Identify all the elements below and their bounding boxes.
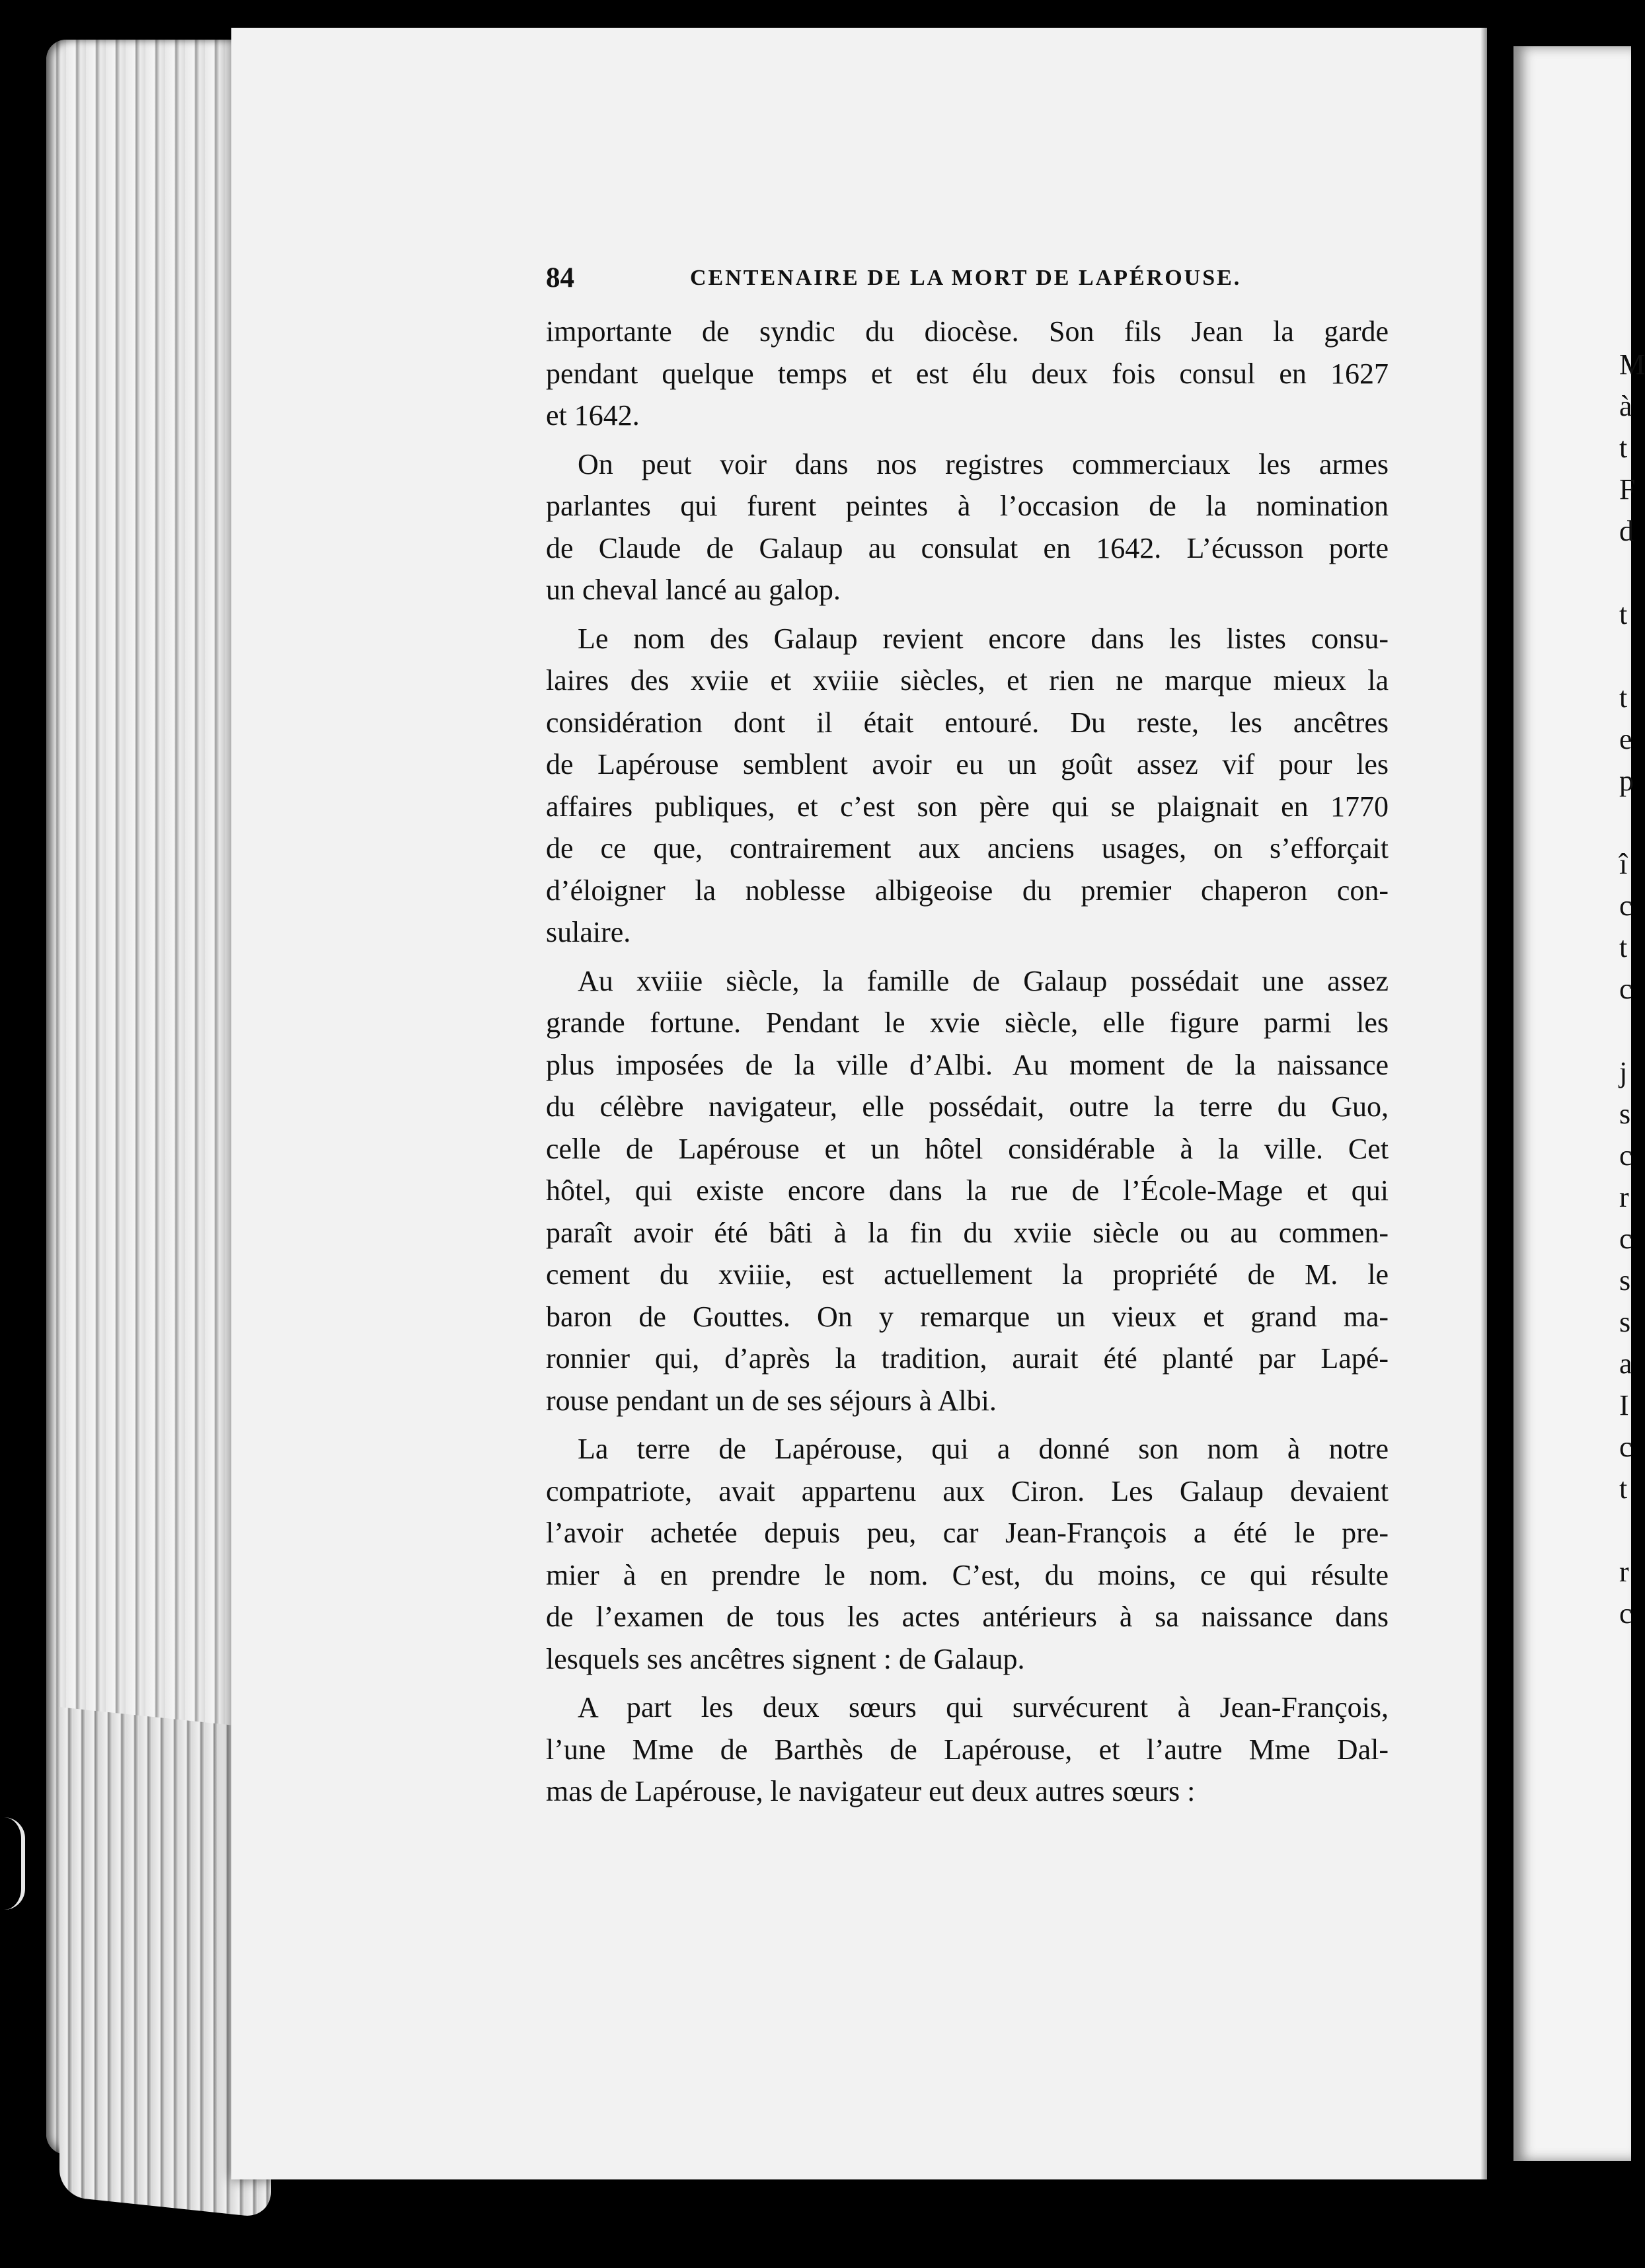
facing-page-letter: t (1619, 598, 1628, 630)
facing-page-letter: c (1619, 1597, 1632, 1630)
facing-page-letter: r (1619, 1181, 1629, 1213)
text-line: l’une Mme de Barthès de Lapérouse, et l’autre Mme Dal- (546, 1733, 1389, 1766)
facing-page-letter (1619, 635, 1639, 677)
text-line: parlantes qui furent peintes à l’occasion de la nomination (546, 490, 1389, 522)
page-header (546, 262, 1389, 301)
facing-page-letter: c (1619, 1223, 1632, 1255)
text-line: Au xviiie siècle, la famille de Galaup possédait une assez (578, 964, 1389, 997)
facing-page-letter: r (1619, 1556, 1629, 1588)
text-line: baron de Gouttes. On y remarque un vieux et grand ma- (546, 1300, 1389, 1333)
facing-page-letter: c (1619, 889, 1632, 922)
text-line: du célèbre navigateur, elle possédait, outre la terre du Guo, (546, 1090, 1389, 1123)
text-line: ronnier qui, d’après la tradition, aurait été planté par Lapé- (546, 1342, 1389, 1375)
text-line: mas de Lapérouse, le navigateur eut deux autres sœurs : (546, 1775, 1196, 1807)
paragraph (546, 960, 1389, 1422)
facing-page-letter (1619, 1010, 1639, 1051)
text-line: de Lapérouse semblent avoir eu un goût assez vif pour les (546, 748, 1389, 780)
paragraph (546, 443, 1389, 611)
page-gutter-shadow (1480, 28, 1487, 2179)
facing-page-letter: t (1619, 681, 1628, 714)
text-line: paraît avoir été bâti à la fin du xviie siècle ou au commen- (546, 1216, 1389, 1249)
text-line: affaires publiques, et c’est son père qui se plaignait en 1770 (546, 790, 1389, 823)
text-line: grande fortune. Pendant le xvie siècle, elle figure parmi les (546, 1006, 1389, 1039)
facing-page-letter (1619, 802, 1639, 843)
text-line: de ce que, contrairement aux anciens usages, on s’efforçait (546, 832, 1389, 864)
facing-page-letter: s (1619, 1306, 1631, 1338)
text-line: et 1642. (546, 399, 640, 432)
paragraph (546, 618, 1389, 954)
text-line: de l’examen de tous les actes antérieurs à sa naissance dans (546, 1601, 1389, 1633)
binding-clip (4, 1817, 25, 1910)
facing-page-letter: I (1619, 1389, 1629, 1421)
text-line: considération dont il était entouré. Du reste, les ancêtres (546, 706, 1389, 739)
facing-page-letter (1619, 552, 1639, 593)
facing-page-letter: s (1619, 1264, 1631, 1297)
text-line: d’éloigner la noblesse albigeoise du premier chaperon con- (546, 874, 1389, 907)
text-line: cement du xviiie, est actuellement la propriété de M. le (546, 1258, 1389, 1291)
facing-page-letter: î (1619, 848, 1628, 880)
facing-page-letter: c (1619, 1431, 1632, 1463)
facing-page-letter: j (1619, 1056, 1628, 1088)
facing-page-letter: t (1619, 432, 1628, 464)
text-line: celle de Lapérouse et un hôtel considérable à la ville. Cet (546, 1132, 1389, 1165)
text-line: importante de syndic du diocèse. Son fils Jean la garde (546, 315, 1389, 348)
running-title: CENTENAIRE DE LA MORT DE LAPÉROUSE. (690, 266, 1242, 290)
facing-page-letter: c (1619, 973, 1632, 1005)
text-line: pendant quelque temps et est élu deux fois consul en 1627 (546, 357, 1389, 390)
facing-page-letter: M (1619, 348, 1645, 381)
paragraph (546, 1686, 1389, 1813)
facing-page (1513, 46, 1631, 2161)
facing-page-letter: F (1619, 473, 1636, 506)
text-line: plus imposées de la ville d’Albi. Au moment de la naissance (546, 1048, 1389, 1081)
facing-page-letter: à (1619, 390, 1632, 422)
text-line: hôtel, qui existe encore dans la rue de l’École-Mage et qui (546, 1174, 1389, 1207)
facing-page-letter: c (1619, 1139, 1632, 1172)
text-line: de Claude de Galaup au consulat en 1642. L’écusson porte (546, 531, 1389, 564)
facing-page-letter: a (1619, 1347, 1632, 1380)
text-line: l’avoir achetée depuis peu, car Jean-François a été le pre- (546, 1517, 1389, 1549)
facing-page-letter: t (1619, 1472, 1628, 1505)
facing-page-letter: p (1619, 765, 1634, 797)
text-line: compatriote, avait appartenu aux Ciron. Les Galaup devaient (546, 1474, 1389, 1507)
text-line: Le nom des Galaup revient encore dans les listes consu- (578, 622, 1389, 655)
facing-page-letter: t (1619, 931, 1628, 964)
facing-page-letter (1619, 1509, 1639, 1551)
paragraph (546, 1428, 1389, 1680)
text-line: laires des xviie et xviiie siècles, et rien ne marque mieux la (546, 664, 1389, 697)
paragraph (546, 311, 1389, 437)
text-line: A part les deux sœurs qui survécurent à Jean-François, (578, 1691, 1389, 1723)
body-text (546, 311, 1389, 1813)
text-line: mier à en prendre le nom. C’est, du moins, ce qui résulte (546, 1558, 1389, 1591)
facing-page-letter: e (1619, 723, 1632, 755)
text-line: sulaire. (546, 916, 631, 948)
facing-page-letter: s (1619, 1098, 1631, 1130)
text-line: lesquels ses ancêtres signent : de Galaup. (546, 1642, 1025, 1675)
text-line: La terre de Lapérouse, qui a donné son nom à notre (578, 1433, 1389, 1465)
facing-page-letter: d (1619, 515, 1634, 547)
facing-page-text (1619, 344, 1645, 1634)
text-line: On peut voir dans nos registres commerciaux les armes (578, 447, 1389, 480)
text-line: un cheval lancé au galop. (546, 574, 841, 606)
text-line: rouse pendant un de ses séjours à Albi. (546, 1384, 997, 1417)
page-number: 84 (546, 262, 574, 293)
